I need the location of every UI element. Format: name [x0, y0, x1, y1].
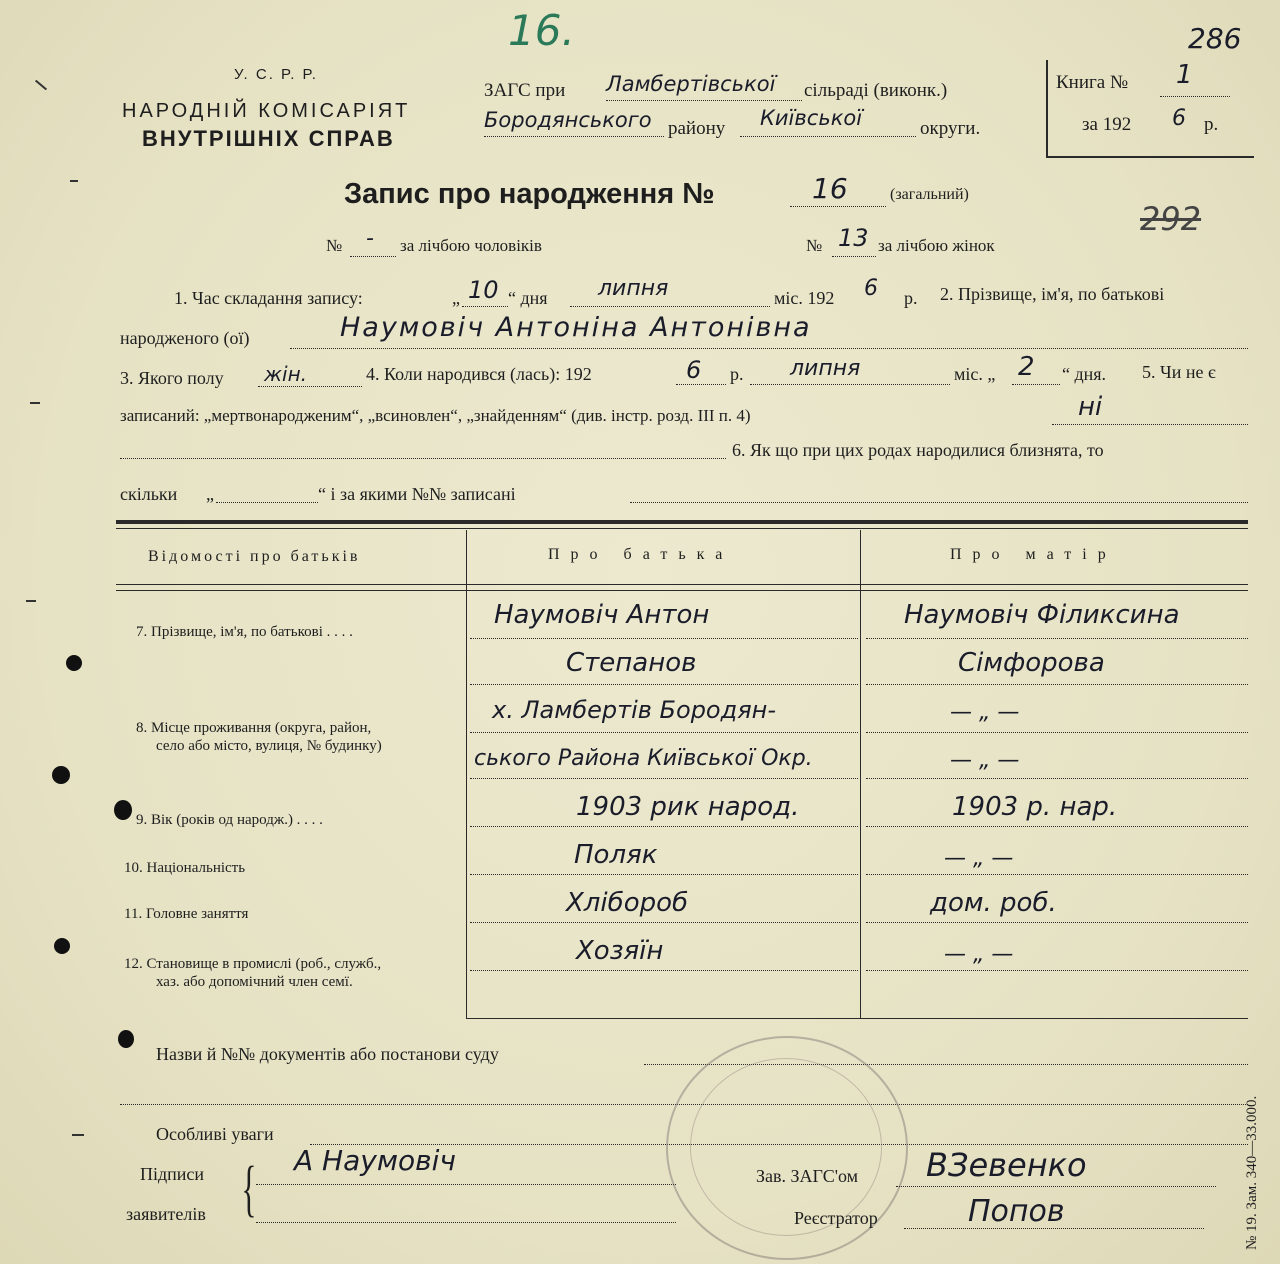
- f6-label-2: скільки: [120, 484, 178, 504]
- crossed-number-annotation: 292: [1140, 200, 1202, 238]
- male-count-label: за лічбою чоловіків: [400, 236, 542, 255]
- table-row-label: 8. Місце проживання (округа, район,: [136, 720, 372, 736]
- male-count-no: №: [326, 236, 343, 255]
- zags-head-signature: ВЗевенко: [926, 1146, 1087, 1184]
- table-row-label: хаз. або допомічний член семї.: [156, 974, 353, 990]
- print-note: № 19. Зам. 340—33.000.: [1244, 1095, 1260, 1250]
- father-age-value: 1903 рик народ.: [576, 792, 800, 822]
- table-header-parents: Відомості про батьків: [148, 548, 361, 565]
- mother-occupation-value: дом. роб.: [930, 888, 1057, 918]
- father-residence-value: х. Ламбертів Бородян-: [492, 696, 776, 724]
- district-value: Бородянського: [484, 108, 652, 132]
- record-title-suffix: (загальний): [890, 186, 969, 203]
- father-patronymic-value: Степанов: [566, 648, 697, 678]
- book-year-digit: 6: [1172, 106, 1186, 131]
- f6-label: 6. Як що при цих родах народилися близнята, то: [732, 440, 1104, 460]
- okruga-value: Київської: [760, 106, 863, 130]
- district-label: району: [668, 118, 726, 139]
- notes-label: Особливі уваги: [156, 1124, 274, 1144]
- zags-village-value: Ламбертівської: [606, 72, 776, 96]
- father-nationality-value: Поляк: [574, 840, 658, 870]
- mother-status-value: — „ —: [944, 942, 1014, 967]
- punch-hole: [114, 800, 132, 820]
- republic-label: У. С. Р. Р.: [234, 66, 318, 83]
- table-row-label: 9. Вік (років од народж.) . . . .: [136, 812, 323, 828]
- f3-label: 3. Якого полу: [120, 368, 224, 388]
- f5-value: ні: [1078, 392, 1103, 422]
- f4-day-value: 2: [1018, 352, 1035, 382]
- f2-label: 2. Прізвище, ім'я, по батькові: [940, 284, 1165, 304]
- book-number-value: 1: [1176, 60, 1193, 90]
- punch-hole: [54, 938, 70, 954]
- document-page: 16. 286 292 У. С. Р. Р. НАРОДНІЙ КОМІСАРІЯТ ВНУТРІШНІХ СПРАВ ЗАГС при Ламбертівської сільраді (виконк.) Бородянського району Київської округи. Книга № 1 за 192 6 р. Запис про народження № 16 (загальний) № - за лічбою чоловіків № 13 за лічбою жінок 1. Час складання запису: „ 10 “ дня липня міс. 192 6 р. 2. Прізвище, ім'я, по батькові народженого (ої) Наумовіч Антоніна Антонівна 3. Якого полу жін. 4. Коли народився (лась): 192 6 р. липня міс. „ 2 “ дня. 5. Чи не є записаний: „мертвонародженим“, „всиновлен“, „знайденням“ (див. інстр. розд. III п. 4) ні 6. Як що при цих родах народилися близнята, то скільки „ “ і за якими №№ записані Відомості про батьків Про батька Про матір 7. Прізвище, ім'я, по батькові . . . . 8. Місце проживання (округа, район, село або місто, вулиця, № будинку) 9. Вік (років од народж.) . . . . 10. Національність 11. Головне заняття 12. Становище в промислі (роб., служб., хаз. або допомічний член семї. Наумовіч Антон Степанов х. Ламбертів Бородян- ського Района Київської Окр. 1903 рик народ. Поляк Хлібороб Хозяїн Наумовіч Філиксина Сімфорова — „ — — „ — 1903 р. нар. — „ — дом. роб. — „ — Назви й №№ документів або постанови суду Особливі уваги Підписи заявителів { А Наумовіч Зав. ЗАГС'ом ВЗевенко Реєстратор Попов № 19. Зам. 340—33.000.: [0, 0, 1280, 1264]
- table-header-mother: Про матір: [950, 546, 1117, 563]
- table-row-label: 11. Головне заняття: [124, 906, 249, 922]
- father-residence-value-2: ського Района Київської Окр.: [474, 746, 813, 771]
- f4-label: 4. Коли народився (лась): 192: [366, 364, 592, 384]
- f1-month-value: липня: [598, 276, 669, 301]
- mother-residence-value: — „ —: [950, 700, 1020, 725]
- f1-year-value: 6: [864, 276, 878, 301]
- signatures-label: Підписи: [140, 1164, 205, 1184]
- zags-suffix: сільраді (виконк.): [804, 80, 948, 101]
- f3-sex-value: жін.: [264, 362, 308, 386]
- registrar-label: Реєстратор: [794, 1208, 878, 1228]
- punch-hole: [52, 766, 70, 784]
- margin-mark: [70, 180, 78, 182]
- book-year-suffix: р.: [1204, 114, 1219, 135]
- registrar-signature: Попов: [968, 1194, 1065, 1229]
- f2-name-value: Наумовіч Антоніна Антонівна: [340, 312, 812, 343]
- table-row-label: село або місто, вулиця, № будинку): [156, 738, 382, 754]
- separator-thin: [116, 528, 1248, 529]
- f1-day-value: 10: [468, 276, 499, 304]
- mother-name-value: Наумовіч Філиксина: [904, 600, 1180, 630]
- signatures-brace: {: [241, 1155, 257, 1223]
- male-count-value: -: [366, 226, 374, 251]
- mother-patronymic-value: Сімфорова: [958, 648, 1105, 678]
- record-number-value: 16: [812, 172, 848, 205]
- mother-age-value: 1903 р. нар.: [952, 792, 1118, 822]
- father-status-value: Хозяїн: [576, 936, 664, 966]
- book-label: Книга №: [1056, 72, 1129, 93]
- mother-nationality-value: — „ —: [944, 846, 1014, 871]
- documents-label: Назви й №№ документів або постанови суду: [156, 1044, 499, 1064]
- female-count-value: 13: [838, 224, 869, 252]
- page-number-annotation: 16.: [508, 6, 575, 55]
- f1-label: 1. Час складання запису:: [174, 288, 363, 308]
- f2-label-2: народженого (ої): [120, 328, 250, 348]
- commissariat-line2: ВНУТРІШНІХ СПРАВ: [142, 126, 395, 151]
- f5-label: 5. Чи не є: [1142, 362, 1216, 382]
- f4-year-value: 6: [686, 356, 702, 384]
- zags-prefix: ЗАГС при: [484, 80, 566, 101]
- female-count-no: №: [806, 236, 823, 255]
- separator-thick: [116, 520, 1248, 524]
- margin-mark: [35, 80, 47, 91]
- table-row-label: 10. Національність: [124, 860, 246, 876]
- table-header-father: Про батька: [548, 546, 734, 563]
- zags-head-label: Зав. ЗАГС'ом: [756, 1166, 858, 1186]
- record-title: Запис про народження №: [344, 178, 715, 210]
- applicant-signature: А Наумовіч: [294, 1144, 456, 1177]
- okruga-label: округи.: [920, 118, 981, 139]
- mother-residence-value-2: — „ —: [950, 748, 1020, 773]
- father-occupation-value: Хлібороб: [566, 888, 689, 918]
- punch-hole: [118, 1030, 134, 1048]
- table-row-label: 7. Прізвище, ім'я, по батькові . . . .: [136, 624, 353, 640]
- female-count-label: за лічбою жінок: [878, 236, 995, 255]
- f5-label-2: записаний: „мертвонародженим“, „всиновлен“, „знайденням“ (див. інстр. розд. III п. 4): [120, 406, 751, 425]
- punch-hole: [66, 655, 82, 671]
- corner-number-annotation: 286: [1188, 22, 1242, 55]
- f4-month-value: липня: [790, 356, 861, 381]
- signatures-label-2: заявителів: [126, 1204, 206, 1224]
- margin-mark: [26, 600, 36, 602]
- father-name-value: Наумовіч Антон: [494, 600, 710, 630]
- commissariat-line1: НАРОДНІЙ КОМІСАРІЯТ: [122, 100, 411, 122]
- table-row-label: 12. Становище в промислі (роб., служб.,: [124, 956, 382, 972]
- margin-mark: [72, 1134, 84, 1136]
- margin-mark: [30, 402, 40, 404]
- book-year-prefix: за 192: [1082, 114, 1132, 135]
